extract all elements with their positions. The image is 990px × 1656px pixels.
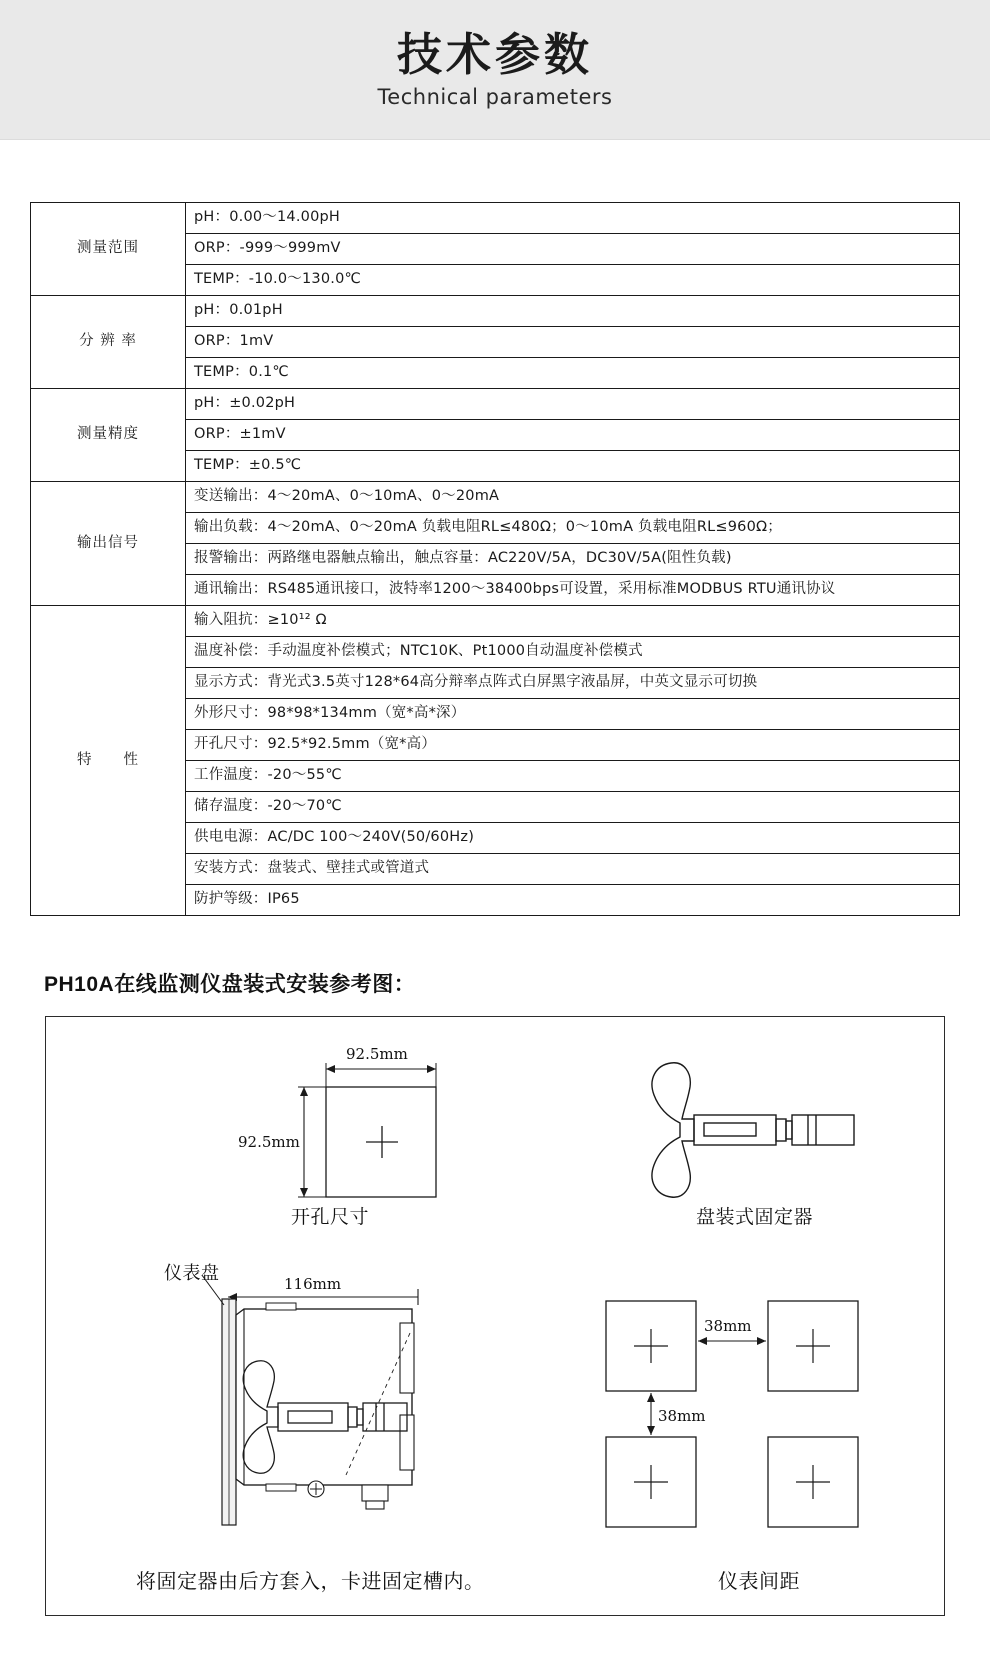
panel-mount-drawing <box>166 1275 586 1575</box>
table-row <box>31 389 960 420</box>
cutout-width-dim: 92.5mm <box>346 1045 408 1064</box>
banner-title-en: Technical parameters <box>377 85 613 110</box>
diagram-section-heading: PH10A在线监测仪盘装式安装参考图： <box>44 973 416 997</box>
cutout-dimension-drawing <box>176 1039 596 1269</box>
spec-value: 供电电源：AC/DC 100～240V(50/60Hz) <box>186 823 960 854</box>
spec-value: 温度补偿：手动温度补偿模式；NTC10K、Pt1000自动温度补偿模式 <box>186 637 960 668</box>
spec-value: pH：0.00～14.00pH <box>186 203 960 234</box>
specifications-table <box>30 202 960 916</box>
spec-value: 变送输出：4～20mA、0～10mA、0～20mA <box>186 482 960 513</box>
table-row <box>31 482 960 513</box>
caption-fixer: 盘装式固定器 <box>696 1207 814 1229</box>
spec-group-label: 分 辨 率 <box>31 296 186 389</box>
spec-value: pH：±0.02pH <box>186 389 960 420</box>
gap-h-dim: 38mm <box>704 1317 752 1336</box>
spec-value: 通讯输出：RS485通讯接口，波特率1200～38400bps可设置，采用标准MODBUS RTU通讯协议 <box>186 575 960 606</box>
caption-spacing: 仪表间距 <box>718 1571 800 1594</box>
spec-group-label: 输出信号 <box>31 482 186 606</box>
spec-value: ORP：±1mV <box>186 420 960 451</box>
banner-title-cn: 技术参数 <box>396 28 593 80</box>
spec-value: pH：0.01pH <box>186 296 960 327</box>
spec-value: 储存温度：-20～70℃ <box>186 792 960 823</box>
caption-install-note: 将固定器由后方套入，卡进固定槽内。 <box>136 1571 485 1594</box>
spec-value: ORP：1mV <box>186 327 960 358</box>
spec-value: 外形尺寸：98*98*134mm（宽*高*深） <box>186 699 960 730</box>
caption-cutout: 开孔尺寸 <box>291 1207 370 1229</box>
spec-value: 安装方式：盘装式、壁挂式或管道式 <box>186 854 960 885</box>
spec-value: TEMP：±0.5℃ <box>186 451 960 482</box>
depth-dim: 116mm <box>284 1275 342 1294</box>
spec-value: TEMP：0.1℃ <box>186 358 960 389</box>
spec-value: 工作温度：-20～55℃ <box>186 761 960 792</box>
spec-value: 防护等级：IP65 <box>186 885 960 916</box>
spec-value: 显示方式：背光式3.5英寸128*64高分辩率点阵式白屏黑字液晶屏，中英文显示可切换 <box>186 668 960 699</box>
spec-value: 输出负载：4～20mA、0～20mA 负载电阻RL≤480Ω；0～10mA 负载电阻RL≤960Ω； <box>186 513 960 544</box>
spec-value: 输入阻抗：≥10¹² Ω <box>186 606 960 637</box>
page-banner <box>0 0 990 140</box>
caption-panel-label: 仪表盘 <box>164 1263 220 1284</box>
spec-group-label: 特 性 <box>31 606 186 916</box>
spec-value: 开孔尺寸：92.5*92.5mm（宽*高） <box>186 730 960 761</box>
spec-group-label: 测量范围 <box>31 203 186 296</box>
spec-value: 报警输出：两路继电器触点输出，触点容量：AC220V/5A，DC30V/5A(阻性负载) <box>186 544 960 575</box>
table-row <box>31 296 960 327</box>
spec-value: ORP：-999～999mV <box>186 234 960 265</box>
instrument-spacing-drawing <box>586 1285 916 1535</box>
installation-diagram-panel <box>45 1016 945 1616</box>
table-row <box>31 606 960 637</box>
spec-group-label: 测量精度 <box>31 389 186 482</box>
spec-table-wrapper <box>30 202 960 916</box>
gap-v-dim: 38mm <box>658 1407 706 1426</box>
spec-value: TEMP：-10.0～130.0℃ <box>186 265 960 296</box>
cutout-height-dim: 92.5mm <box>238 1133 300 1152</box>
table-row <box>31 203 960 234</box>
